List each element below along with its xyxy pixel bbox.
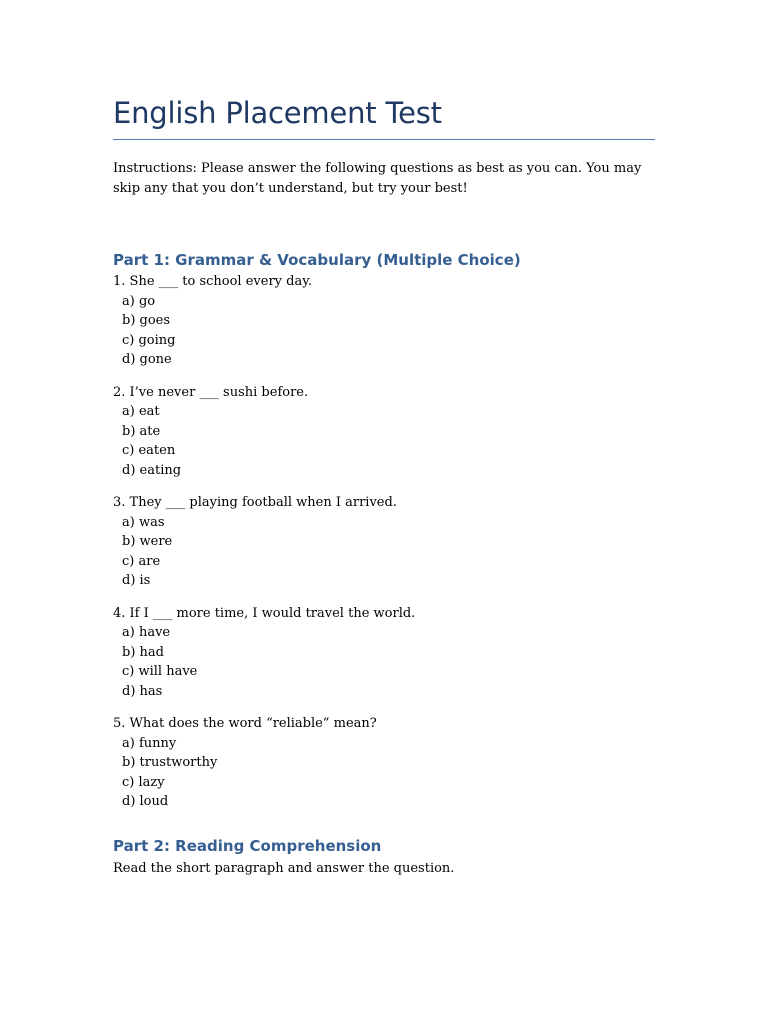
question-3 <box>113 493 655 591</box>
answer-options <box>113 623 655 701</box>
question-list <box>113 272 655 825</box>
answer-option: c) lazy <box>122 774 165 790</box>
question-prompt: 2. I’ve never ___ sushi before. <box>113 384 309 400</box>
answer-option: a) go <box>122 293 156 309</box>
answer-options <box>113 513 655 591</box>
answer-option: d) loud <box>122 794 169 809</box>
answer-option: b) ate <box>122 423 161 439</box>
question-2 <box>113 383 655 481</box>
question-prompt: 3. They ___ playing football when I arrived. <box>113 495 397 510</box>
answer-option: d) has <box>122 683 163 699</box>
question-prompt: 5. What does the word “reliable” mean? <box>113 716 377 731</box>
question-1 <box>113 272 655 370</box>
part2-heading: Part 2: Reading Comprehension <box>113 837 382 855</box>
answer-option: a) was <box>122 514 165 530</box>
question-5 <box>113 714 655 812</box>
answer-option: d) is <box>122 573 151 588</box>
title-underline <box>113 139 655 140</box>
answer-option: b) had <box>122 644 164 660</box>
part1-heading: Part 1: Grammar & Vocabulary (Multiple Choice) <box>113 251 521 269</box>
answer-option: a) eat <box>122 404 160 419</box>
answer-option: a) funny <box>122 735 177 751</box>
answer-option: b) goes <box>122 313 171 328</box>
answer-option: d) gone <box>122 352 172 367</box>
answer-option: c) will have <box>122 664 198 679</box>
answer-options <box>113 734 655 812</box>
question-4 <box>113 604 655 702</box>
answer-option: b) were <box>122 534 173 549</box>
reading-intro-text: Read the short paragraph and answer the question. <box>113 861 455 876</box>
answer-option: c) are <box>122 553 161 569</box>
answer-option: d) eating <box>122 462 182 478</box>
page-title: English Placement Test <box>113 96 442 130</box>
answer-options <box>113 292 655 370</box>
answer-option: c) going <box>122 332 176 348</box>
answer-option: b) trustworthy <box>122 755 218 770</box>
instructions-text: Instructions: Please answer the following questions as best as you can. You may skip any that you don’t understand, but try your best! <box>113 161 642 196</box>
question-prompt: 4. If I ___ more time, I would travel the world. <box>113 605 416 621</box>
answer-option: c) eaten <box>122 443 176 458</box>
answer-options <box>113 402 655 480</box>
question-prompt: 1. She ___ to school every day. <box>113 274 312 289</box>
answer-option: a) have <box>122 625 171 640</box>
